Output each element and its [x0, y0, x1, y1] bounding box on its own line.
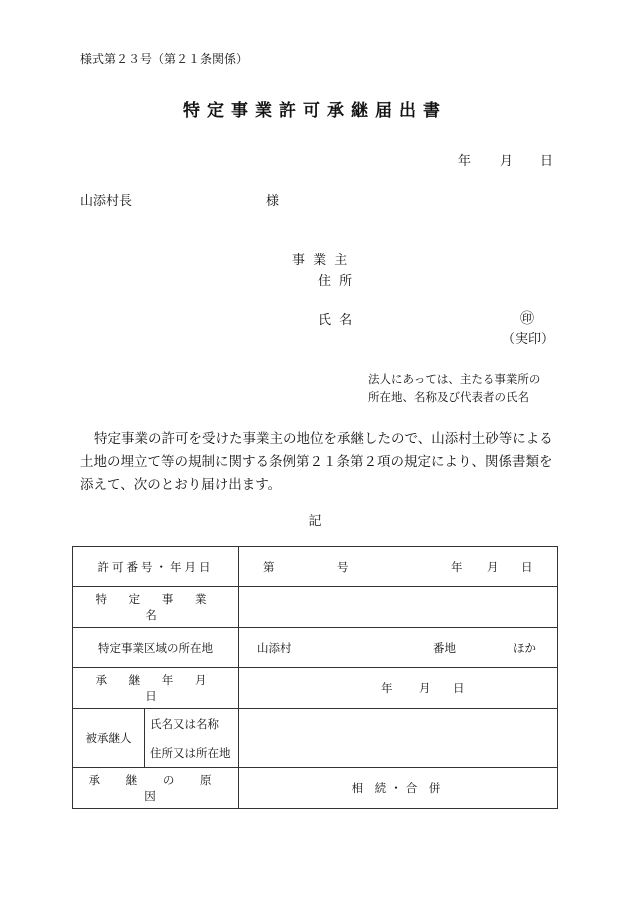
business-name-value	[239, 587, 558, 628]
applicant-role-label: 事 業 主	[292, 253, 350, 268]
table-row	[73, 709, 558, 739]
location-hoka-label: ほか	[513, 640, 536, 655]
location-village: 山添村	[257, 640, 292, 655]
applicant-name-label: 氏 名	[318, 313, 355, 328]
addressee-name: 山添村長	[80, 194, 133, 209]
seal-mark: ㊞	[520, 311, 534, 327]
predecessor-address-label: 住所又は所在地	[145, 739, 239, 768]
ki-heading: 記	[308, 514, 322, 529]
predecessor-value	[239, 709, 558, 768]
corporation-note-line2: 所在地、名称及び代表者の氏名	[368, 390, 529, 404]
table-row	[73, 547, 558, 587]
location-banchi-label: 番地	[433, 640, 456, 655]
succession-date-cell	[239, 668, 558, 709]
document-title: 特定事業許可承継届出書	[183, 101, 447, 121]
seal-note: （実印）	[502, 332, 555, 347]
permit-dai-label: 第	[263, 559, 275, 574]
succession-cause-label: 承 継 の 原 因	[73, 768, 239, 809]
succession-month-label: 月	[419, 681, 431, 695]
business-location-label: 特定事業区域の所在地	[73, 628, 239, 668]
permit-number-cell	[239, 547, 558, 587]
notification-body-text: 特定事業の許可を受けた事業主の地位を承継したので、山添村土砂等による土地の埋立て等の規制に関する条例第２１条第２項の規定により、関係書類を添えて、次のとおり届け出ます。	[80, 431, 553, 493]
permit-day-label: 日	[521, 559, 533, 574]
table-row	[73, 587, 558, 628]
predecessor-name-text: 氏名又は名称	[150, 716, 219, 731]
permit-number-label: 許可番号・年月日	[73, 547, 239, 587]
applicant-address-label: 住 所	[318, 274, 355, 289]
date-month-label: 月	[500, 154, 514, 169]
date-year-label: 年	[458, 154, 472, 169]
table-row	[73, 768, 558, 809]
addressee-honorific: 様	[266, 194, 280, 209]
permit-month-label: 月	[487, 559, 499, 574]
form-number: 様式第２３号（第２１条関係）	[80, 52, 249, 66]
business-name-label: 特 定 事 業 名	[73, 587, 239, 628]
table-row	[73, 668, 558, 709]
succession-year-label: 年	[381, 681, 393, 695]
date-day-label: 日	[540, 154, 554, 169]
table-row	[73, 628, 558, 668]
succession-day-label: 日	[453, 681, 465, 695]
permit-go-label: 号	[337, 559, 349, 574]
permit-year-label: 年	[451, 559, 463, 574]
succession-cause-value: 相 続・合 併	[239, 768, 558, 809]
notification-table	[72, 546, 558, 809]
predecessor-name-label	[145, 709, 239, 739]
business-location-cell	[239, 628, 558, 668]
predecessor-label: 被承継人	[73, 709, 145, 768]
corporation-note-line1: 法人にあっては、主たる事業所の	[368, 372, 541, 386]
succession-date-label: 承 継 年 月 日	[73, 668, 239, 709]
